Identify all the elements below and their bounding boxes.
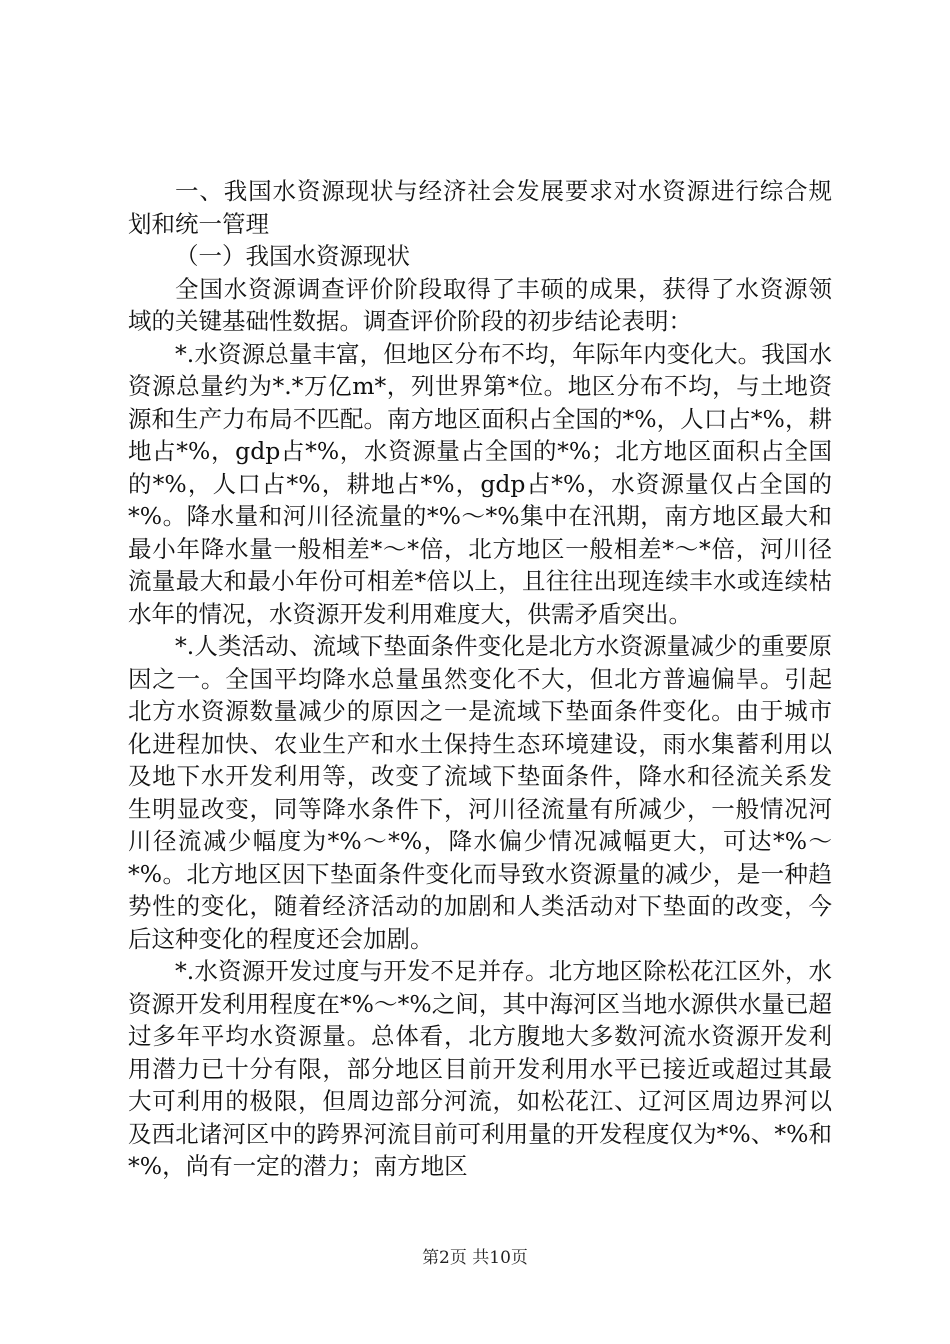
document-body	[128, 175, 832, 1183]
section-heading: 一、我国水资源现状与经济社会发展要求对水资源进行综合规划和统一管理	[128, 177, 832, 238]
paragraph-point-3: *.水资源开发过度与开发不足并存。北方地区除松花江区外，水资源开发利用程度在*%～*%之间，其中海河区当地水源供水量已超过多年平均水资源量。总体看，北方腹地大多数河流水资源开发利用潜力已十分有限，部分地区目前开发利用水平已接近或超过其最大可利用的极限，但周边部分河流，如松花江、辽河区周边界河以及西北诸河区中的跨界河流目前可利用量的开发程度仅为*%、*%和*%，尚有一定的潜力；南方地区	[128, 957, 832, 1180]
paragraph-point-2: *.人类活动、流域下垫面条件变化是北方水资源量减少的重要原因之一。全国平均降水总量虽然变化不大，但北方普遍偏旱。引起北方水资源数量减少的原因之一是流域下垫面条件变化。由于城市化进程加快、农业生产和水土保持生态环境建设，雨水集蓄利用以及地下水开发利用等，改变了流域下垫面条件，降水和径流关系发生明显改变，同等降水条件下，河川径流量有所减少，一般情况河川径流减少幅度为*%～*%，降水偏少情况减幅更大，可达*%～*%。北方地区因下垫面条件变化而导致水资源量的减少，是一种趋势性的变化，随着经济活动的加剧和人类活动对下垫面的改变，今后这种变化的程度还会加剧。	[128, 632, 832, 953]
subsection-heading: （一）我国水资源现状	[175, 242, 410, 270]
paragraph-point-1: *.水资源总量丰富，但地区分布不均，年际年内变化大。我国水资源总量约为*.*万亿m*，列世界第*位。地区分布不均，与土地资源和生产力布局不匹配。南方地区面积占全国的*%，人口占*%，耕地占*%，gdp占*%，水资源量占全国的*%；北方地区面积占全国的*%，人口占*%，耕地占*%，gdp占*%，水资源量仅占全国的*%。降水量和河川径流量的*%～*%集中在汛期，南方地区最大和最小年降水量一般相差*～*倍，北方地区一般相差*～*倍，河川径流量最大和最小年份可相差*倍以上，且往往出现连续丰水或连续枯水年的情况，水资源开发利用难度大，供需矛盾突出。	[128, 339, 832, 628]
page-number-footer: 第2页 共10页	[422, 1248, 528, 1268]
paragraph-intro: 全国水资源调查评价阶段取得了丰硕的成果，获得了水资源领域的关键基础性数据。调查评价阶段的初步结论表明：	[128, 274, 832, 335]
